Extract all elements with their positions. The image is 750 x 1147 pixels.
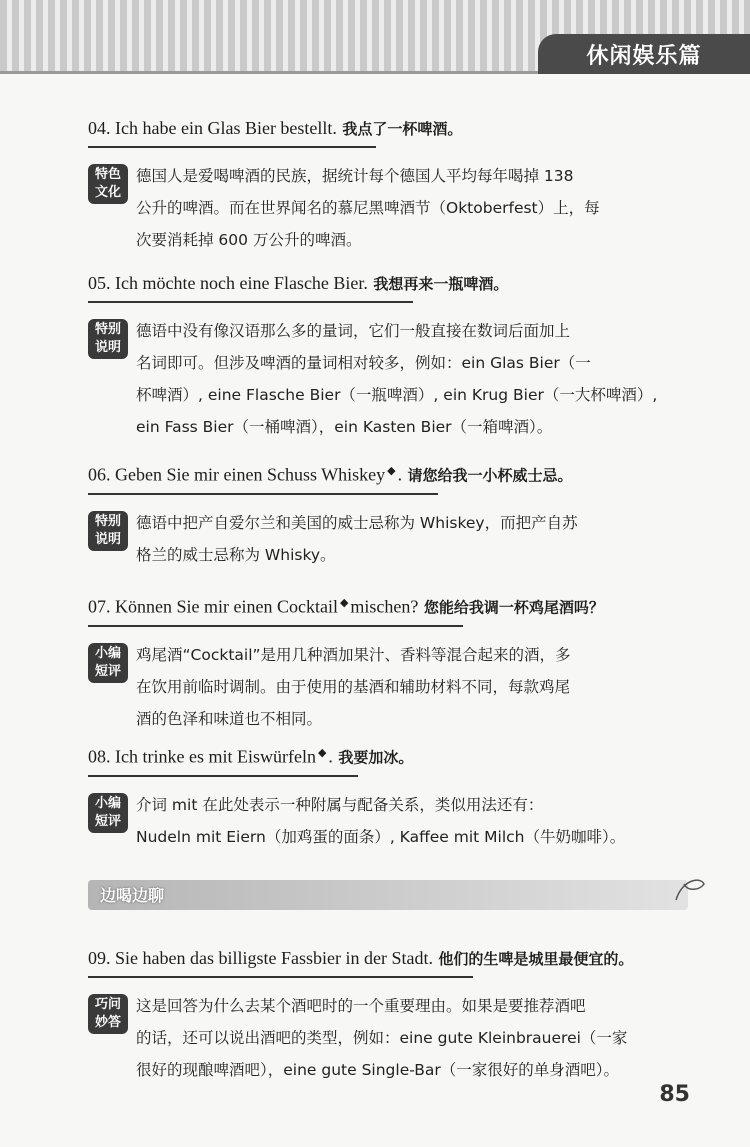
phrase-german-tail: .	[328, 746, 333, 767]
phrase-chinese: 您能给我调一杯鸡尾酒吗？	[423, 598, 604, 617]
badge-line: 小编	[94, 645, 121, 661]
note-line: 公升的啤酒。而在世界闻名的慕尼黑啤酒节（Oktoberfest）上，每	[136, 199, 600, 217]
phrase-entry-08	[88, 740, 698, 853]
note-line: 在饮用前临时调制。由于使用的基酒和辅助材料不同，每款鸡尾	[136, 677, 571, 696]
phrase-chinese: 他们的生啤是城里最便宜的。	[438, 950, 634, 968]
badge-line: 妙答	[94, 1015, 121, 1030]
footnote-diamond-icon: ◆	[317, 746, 327, 759]
note-badge	[88, 164, 128, 204]
phrase-underline	[88, 146, 376, 148]
note-line: 德国人是爱喝啤酒的民族，据统计每个德国人平均每年喝掉 138	[136, 167, 574, 185]
phrase-chinese: 请您给我一小杯威士忌。	[407, 466, 573, 485]
phrase-entry-05	[88, 270, 698, 443]
note-badge	[88, 319, 128, 359]
badge-line: 短评	[94, 663, 121, 679]
phrase-chinese: 我想再来一瓶啤酒。	[373, 275, 509, 293]
phrase-underline	[88, 301, 413, 303]
note-line: ein Fass Bier（一桶啤酒），ein Kasten Bier（一箱啤酒）。	[136, 418, 553, 436]
note-line: 德语中把产自爱尔兰和美国的威士忌称为 Whiskey，而把产自苏	[136, 513, 578, 532]
footnote-diamond-icon: ◆	[387, 464, 396, 477]
note-line: 名词即可。但涉及啤酒的量词相对较多，例如：ein Glas Bier（一	[136, 354, 591, 372]
note-line: 这是回答为什么去某个酒吧时的一个重要理由。如果是要推荐酒吧	[136, 997, 586, 1015]
phrase-line	[88, 945, 698, 978]
note-line: 次要消耗掉 600 万公升的啤酒。	[136, 231, 362, 249]
note-block	[88, 315, 698, 443]
badge-line: 短评	[94, 813, 121, 829]
note-block	[88, 507, 698, 571]
note-block	[88, 160, 698, 256]
note-line: 很好的现酿啤酒吧），eine gute Single-Bar（一家很好的单身酒吧）。	[136, 1061, 620, 1079]
phrase-german: 04. Ich habe ein Glas Bier bestellt.	[88, 118, 337, 138]
note-line: Nudeln mit Eiern（加鸡蛋的面条）, Kaffee mit Milch（牛奶咖啡）。	[136, 827, 626, 846]
note-line: 鸡尾酒“Cocktail”是用几种酒加果汁、香料等混合起来的酒，多	[136, 645, 571, 664]
page-number: 85	[659, 1082, 690, 1107]
phrase-line	[88, 590, 698, 627]
phrase-german: 08. Ich trinke es mit Eiswürfeln	[88, 746, 316, 767]
note-line: 格兰的威士忌称为 Whisky。	[136, 545, 336, 564]
phrase-german: 06. Geben Sie mir einen Schuss Whiskey	[88, 464, 386, 485]
note-line: 的话，还可以说出酒吧的类型，例如：eine gute Kleinbrauerei（一家	[136, 1029, 628, 1047]
badge-line: 说明	[94, 531, 121, 547]
badge-line: 特别	[94, 513, 121, 529]
phrase-underline	[88, 976, 473, 978]
phrase-line	[88, 740, 698, 777]
note-line: 介词 mit 在此处表示一种附属与配备关系，类似用法还有：	[136, 795, 544, 814]
phrase-entry-04	[88, 115, 698, 256]
badge-line: 特别	[94, 322, 121, 337]
note-badge	[88, 793, 128, 833]
note-badge	[88, 511, 128, 551]
phrase-line	[88, 115, 698, 148]
phrase-german: 09. Sie haben das billigste Fassbier in der Stadt.	[88, 948, 433, 968]
phrase-underline	[88, 625, 463, 627]
badge-line: 文化	[94, 185, 121, 200]
note-line: 酒的色泽和味道也不相同。	[136, 709, 323, 728]
note-block	[88, 990, 698, 1086]
phrase-chinese: 我要加冰。	[338, 748, 414, 767]
phrase-underline	[88, 775, 358, 777]
note-badge	[88, 643, 128, 683]
swirl-decoration-icon	[670, 870, 710, 910]
phrase-entry-09	[88, 945, 698, 1086]
note-badge	[88, 994, 128, 1034]
badge-line: 说明	[94, 340, 121, 355]
phrase-german: 05. Ich möchte noch eine Flasche Bier.	[88, 273, 368, 293]
phrase-german-tail: mischen?	[350, 596, 419, 617]
footnote-diamond-icon: ◆	[339, 596, 349, 609]
badge-line: 特色	[94, 167, 121, 182]
badge-line: 小编	[94, 795, 121, 811]
phrase-underline	[88, 493, 438, 495]
section-bar	[88, 880, 688, 910]
note-block	[88, 639, 698, 735]
note-block	[88, 789, 698, 853]
phrase-entry-06	[88, 458, 698, 571]
note-line: 德语中没有像汉语那么多的量词，它们一般直接在数词后面加上	[136, 322, 571, 340]
phrase-entry-07	[88, 590, 698, 735]
section-title: 边喝边聊	[100, 886, 165, 905]
phrase-german: 07. Können Sie mir einen Cocktail	[88, 596, 338, 617]
note-line: 杯啤酒）, eine Flasche Bier（一瓶啤酒）, ein Krug Bier（一大杯啤酒）,	[136, 386, 658, 404]
phrase-line	[88, 270, 698, 303]
chapter-tab: 休闲娱乐篇	[538, 34, 750, 74]
phrase-line	[88, 458, 698, 495]
phrase-german-tail: .	[397, 464, 403, 485]
badge-line: 巧问	[94, 997, 121, 1012]
phrase-chinese: 我点了一杯啤酒。	[342, 120, 463, 138]
